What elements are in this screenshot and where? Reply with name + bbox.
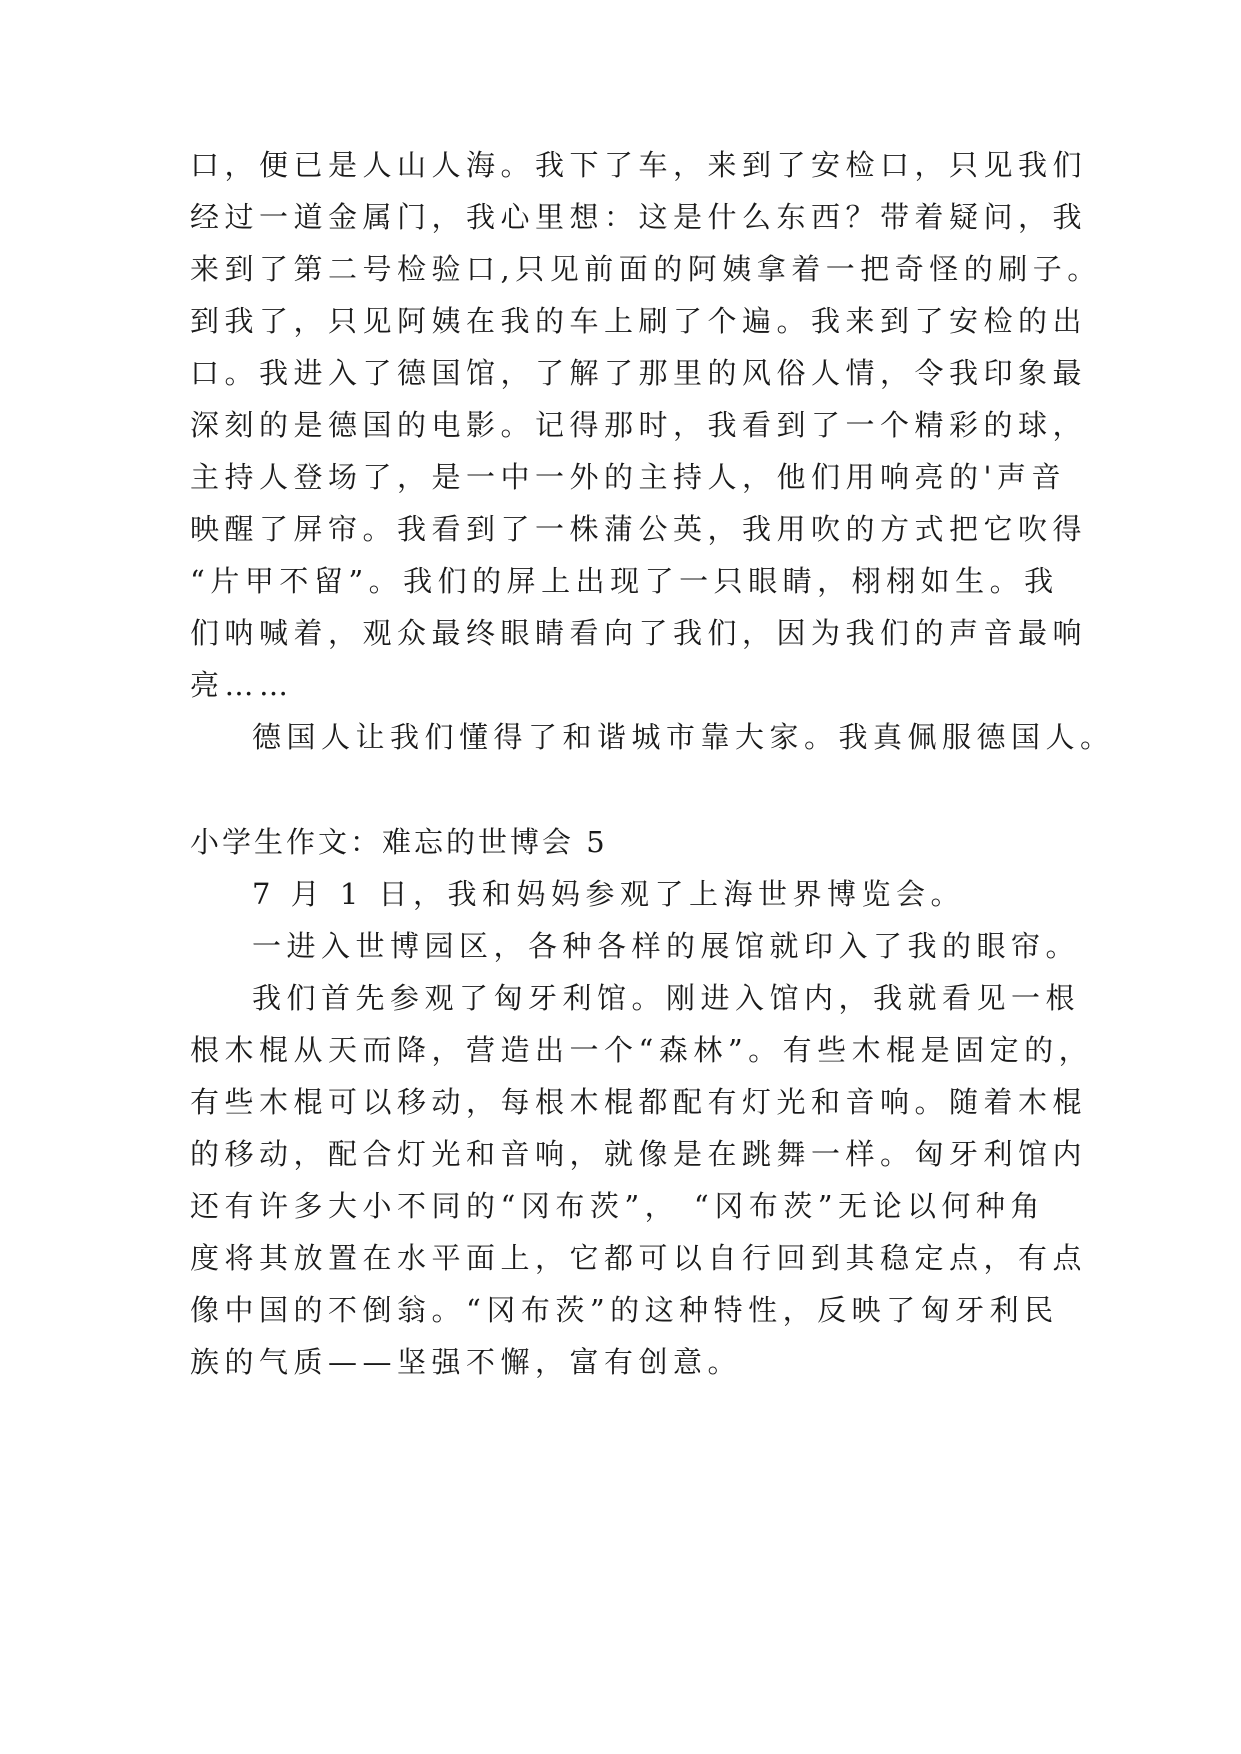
paragraph-entry: 一进入世博园区，各种各样的展馆就印入了我的眼帘。 [252, 929, 1081, 963]
text-line: 还有许多大小不同的“冈布茨”， “冈布茨”无论以何种角 [190, 1189, 1046, 1223]
text-line: 来到了第二号检验口,只见前面的阿姨拿着一把奇怪的刷子。 [190, 252, 1102, 286]
section-heading: 小学生作文：难忘的世博会 5 [190, 825, 608, 859]
text-line: 口。我进入了德国馆，了解了那里的风俗人情，令我印象最 [190, 356, 1088, 390]
text-line: 有些木棍可以移动，每根木棍都配有灯光和音响。随着木棍 [190, 1085, 1088, 1119]
text-line: 们呐喊着，观众最终眼睛看向了我们，因为我们的声音最响 [190, 616, 1088, 650]
text-line: 亮…… [190, 668, 294, 702]
text-line: 族的气质——坚强不懈，富有创意。 [190, 1345, 743, 1379]
text-line: 口，便已是人山人海。我下了车，来到了安检口，只见我们 [190, 148, 1088, 182]
text-line: 的移动，配合灯光和音响，就像是在跳舞一样。匈牙利馆内 [190, 1137, 1088, 1171]
text-line: 主持人登场了，是一中一外的主持人，他们用响亮的'声音 [190, 460, 1066, 494]
text-line: 经过一道金属门，我心里想：这是什么东西？带着疑问，我 [190, 200, 1088, 234]
closing-paragraph: 德国人让我们懂得了和谐城市靠大家。我真佩服德国人。 [252, 720, 1115, 754]
text-line: 像中国的不倒翁。“冈布茨”的这种特性，反映了匈牙利民 [190, 1293, 1059, 1327]
text-line: 度将其放置在水平面上，它都可以自行回到其稳定点，有点 [190, 1241, 1088, 1275]
text-line: 我们首先参观了匈牙利馆。刚进入馆内，我就看见一根 [252, 981, 1081, 1015]
text-line: 到我了，只见阿姨在我的车上刷了个遍。我来到了安检的出 [190, 304, 1088, 338]
text-line: 映醒了屏帘。我看到了一株蒲公英，我用吹的方式把它吹得 [190, 512, 1088, 546]
text-line: “片甲不留”。我们的屏上出现了一只眼睛，栩栩如生。我 [190, 564, 1059, 598]
paragraph-date: 7 月 1 日，我和妈妈参观了上海世界博览会。 [252, 877, 966, 911]
text-line: 根木棍从天而降，营造出一个“森林”。有些木棍是固定的， [190, 1033, 1094, 1067]
text-line: 深刻的是德国的电影。记得那时，我看到了一个精彩的球， [190, 408, 1088, 442]
